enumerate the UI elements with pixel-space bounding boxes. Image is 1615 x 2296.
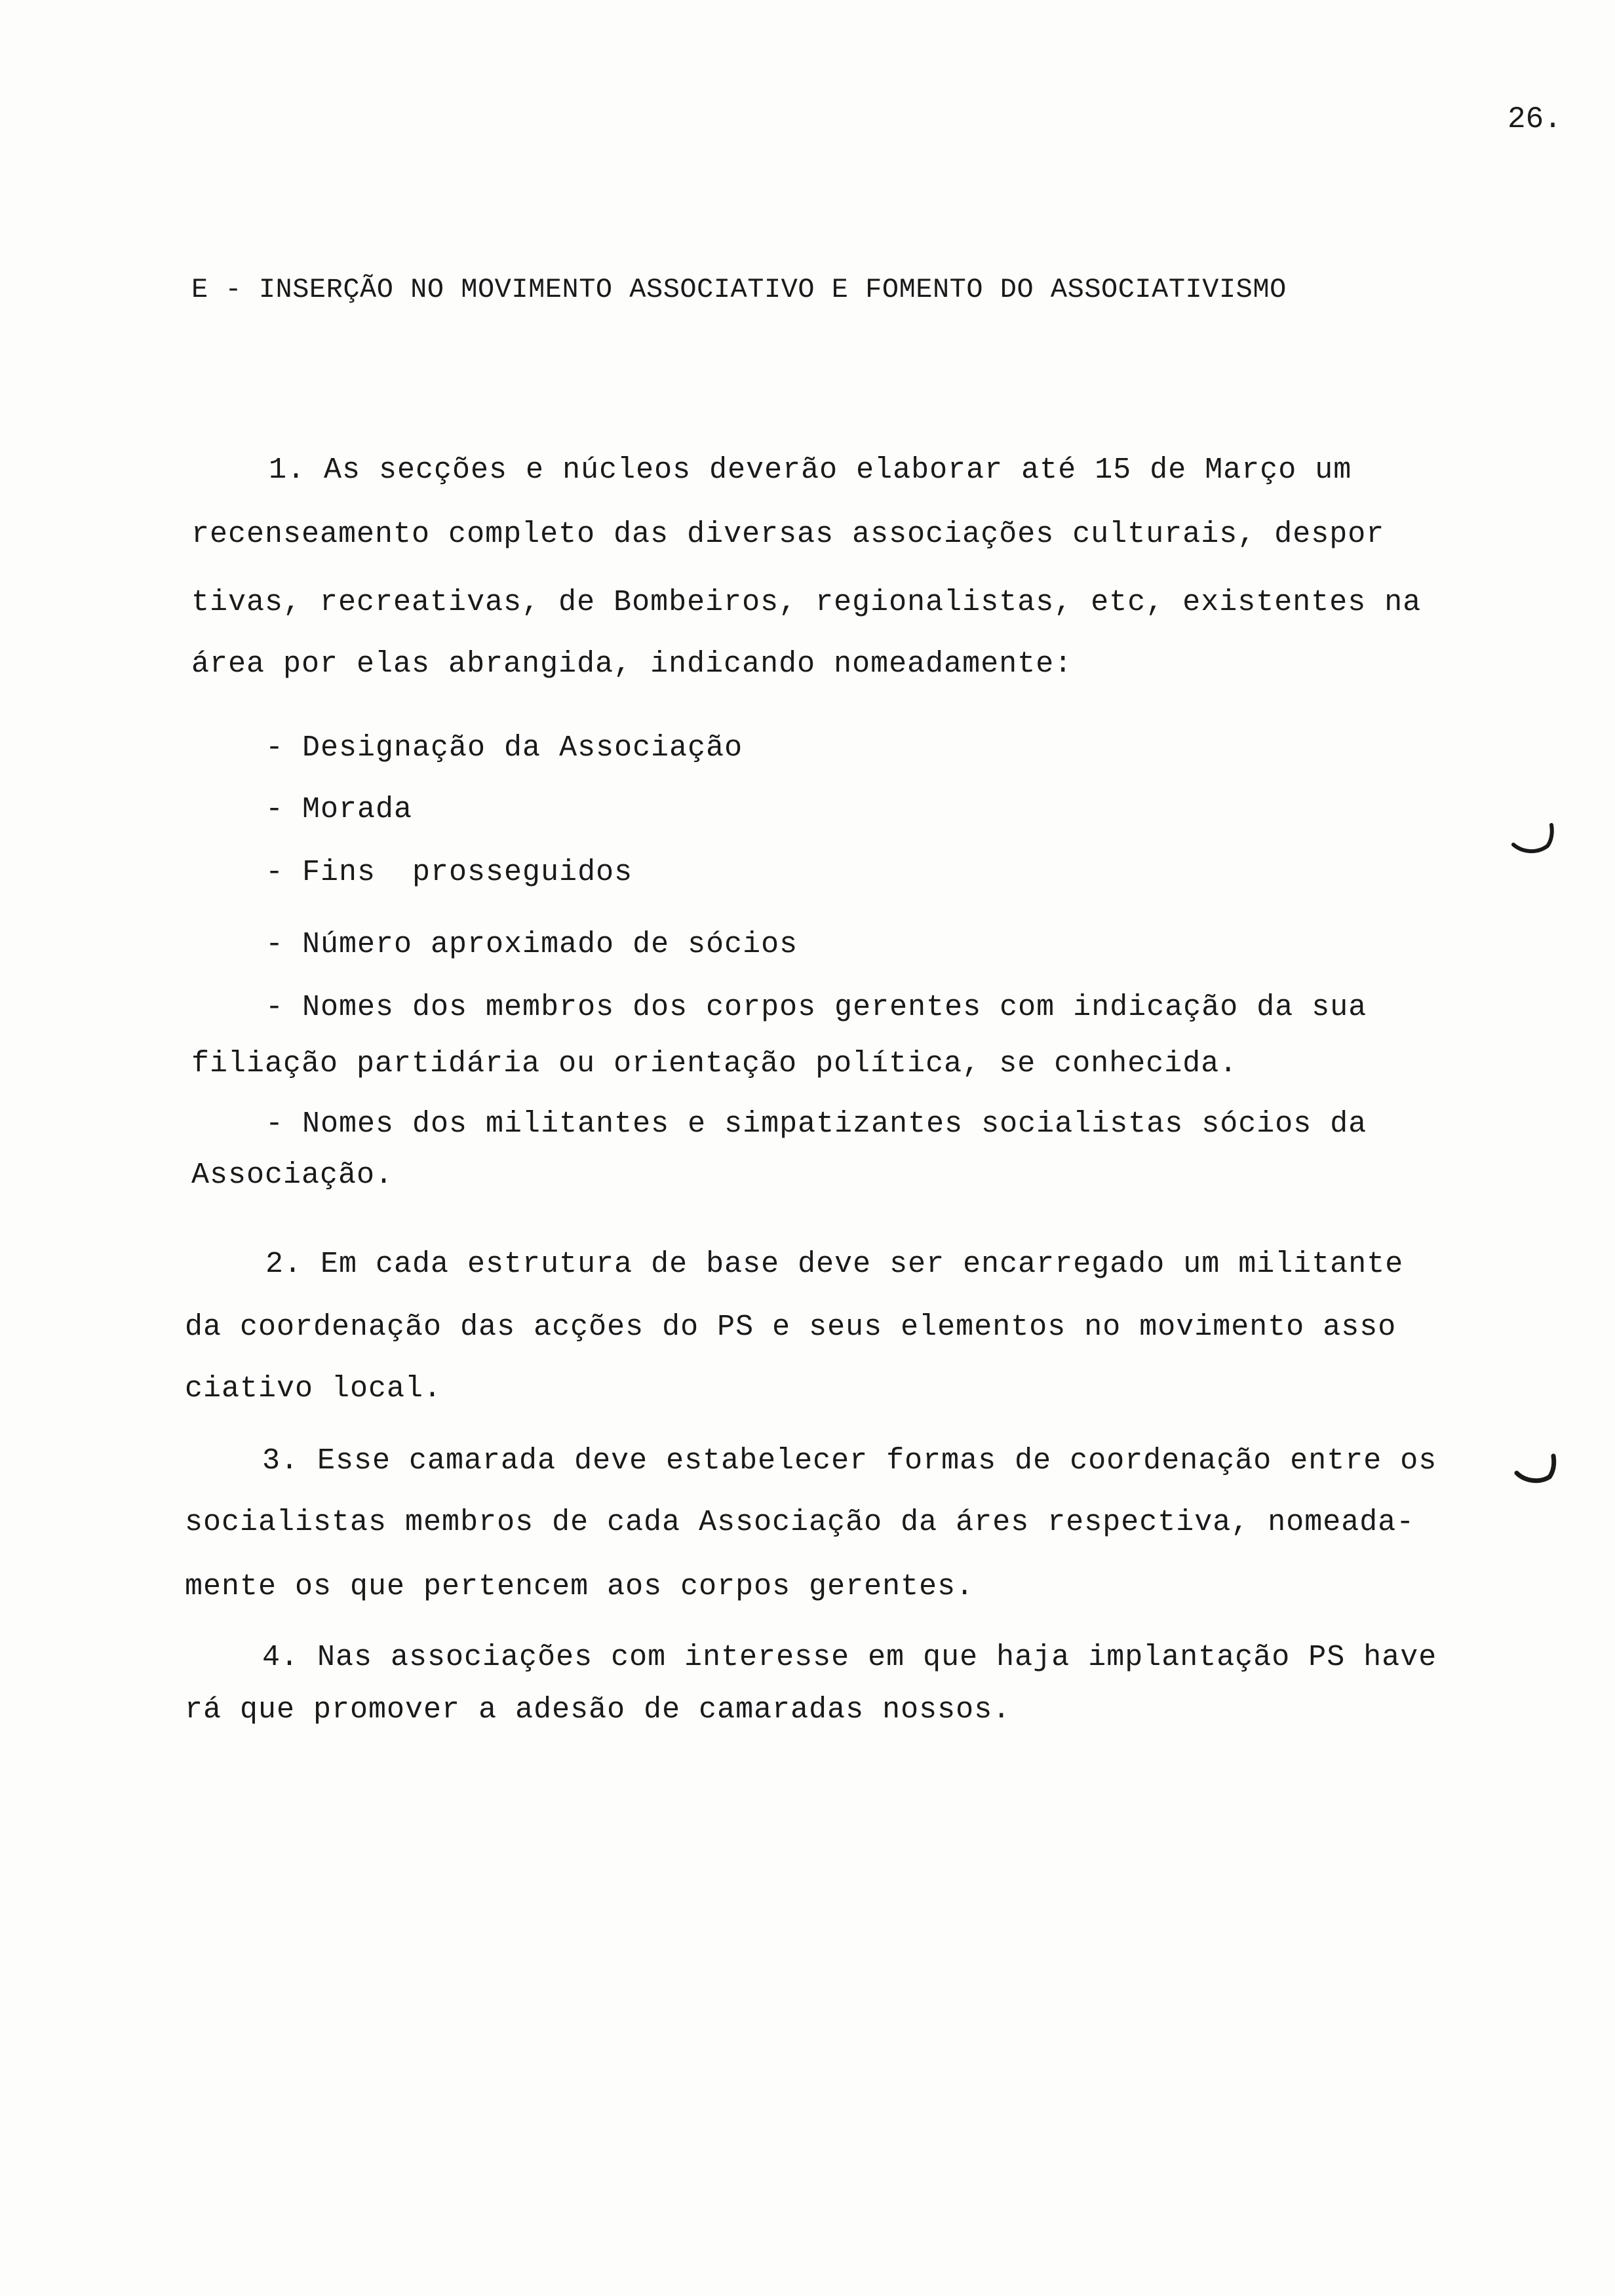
item-1-line-1: 1. As secções e núcleos deverão elaborar até 15 de Março um xyxy=(269,453,1352,487)
list-item-militantes-line-1: - Nomes dos militantes e simpatizantes socialistas sócios da xyxy=(265,1107,1367,1141)
item-2-line-1: 2. Em cada estrutura de base deve ser encarregado um militante xyxy=(265,1248,1404,1281)
handwritten-check-mark xyxy=(1511,822,1557,862)
item-2-line-3: ciativo local. xyxy=(185,1372,442,1406)
item-3-line-3: mente os que pertencem aos corpos gerentes. xyxy=(185,1570,975,1603)
list-item-morada: - Morada xyxy=(265,793,413,826)
list-item-corpos-gerentes-line-2: filiação partidária ou orientação política, se conhecida. xyxy=(191,1047,1238,1081)
item-4-line-1: 4. Nas associações com interesse em que haja implantação PS have xyxy=(262,1641,1437,1674)
item-1-line-2: recenseamento completo das diversas associações culturais, despor xyxy=(191,518,1385,551)
list-item-fins: - Fins prosseguidos xyxy=(265,856,633,889)
item-1-line-4: área por elas abrangida, indicando nomeadamente: xyxy=(191,647,1073,681)
section-heading: E - INSERÇÃO NO MOVIMENTO ASSOCIATIVO E FOMENTO DO ASSOCIATIVISMO xyxy=(191,274,1287,305)
item-1-line-3: tivas, recreativas, de Bombeiros, regionalistas, etc, existentes na xyxy=(191,586,1422,619)
list-item-corpos-gerentes-line-1: - Nomes dos membros dos corpos gerentes com indicação da sua xyxy=(265,991,1367,1024)
handwritten-check-mark xyxy=(1514,1453,1560,1493)
item-3-line-2: socialistas membros de cada Associação da áres respectiva, nomeada- xyxy=(185,1506,1415,1539)
item-4-line-2: rá que promover a adesão de camaradas nossos. xyxy=(185,1693,1011,1727)
list-item-numero-socios: - Número aproximado de sócios xyxy=(265,928,798,961)
list-item-designacao: - Designação da Associação xyxy=(265,731,743,765)
page-number: 26. xyxy=(1508,102,1562,136)
item-2-line-2: da coordenação das acções do PS e seus elementos no movimento asso xyxy=(185,1311,1397,1344)
item-3-line-1: 3. Esse camarada deve estabelecer formas de coordenação entre os xyxy=(262,1444,1437,1478)
list-item-militantes-line-2: Associação. xyxy=(191,1158,394,1192)
